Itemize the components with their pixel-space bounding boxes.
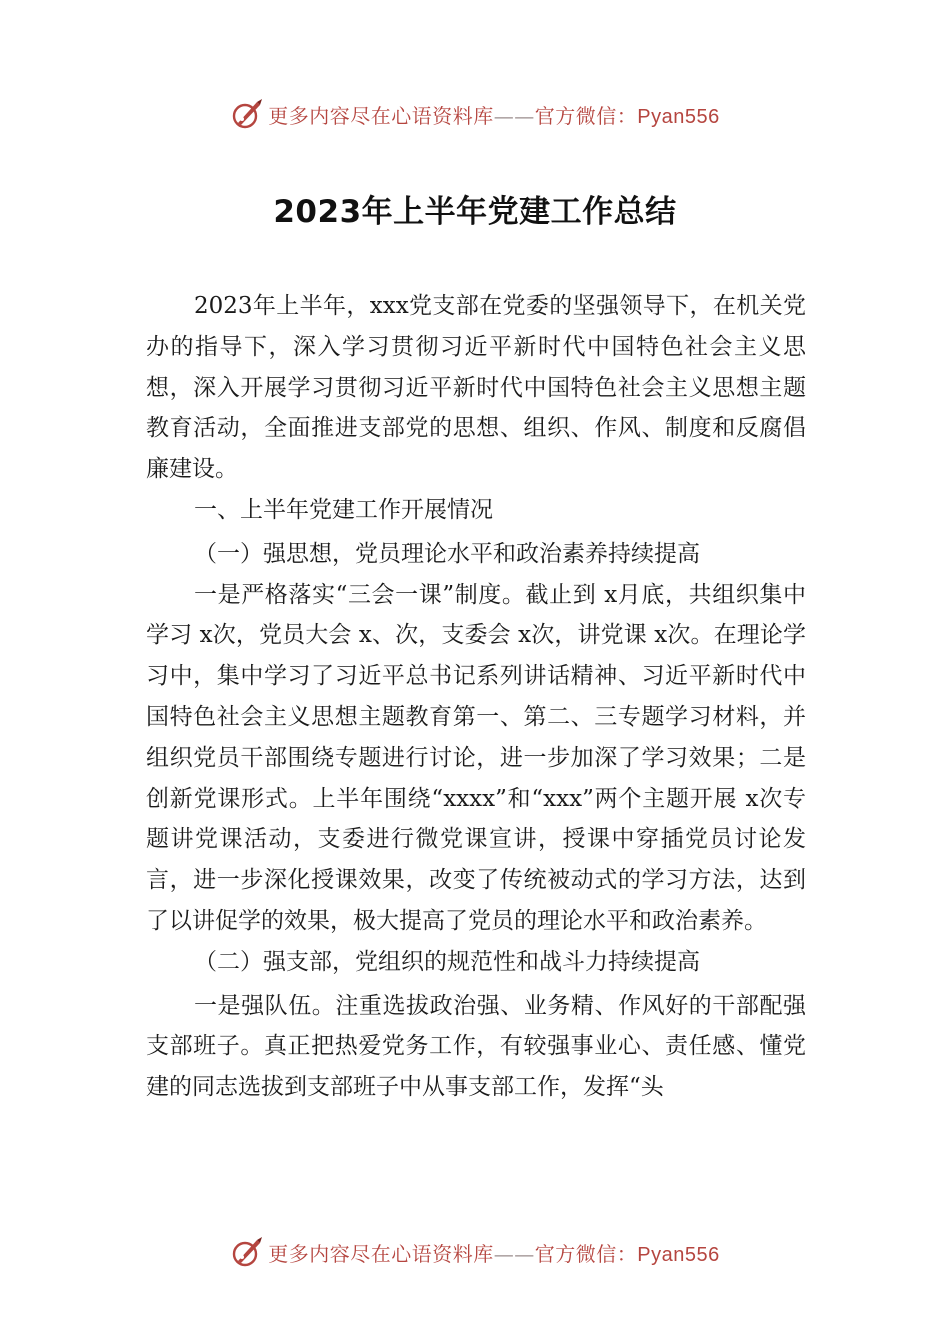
quill-logo-icon — [230, 1235, 264, 1269]
paragraph-team: 一是强队伍。注重选拔政治强、业务精、作风好的干部配强支部班子。真正把热爱党务工作，有较强事业心、责任感、懂党建的同志选拔到支部班子中从事支部工作，发挥“头 — [146, 992, 806, 1101]
paragraph-study: 一是严格落实“三会一课”制度。截止到 x月底，共组织集中学习 x次，党员大会 x、次，支委会 x次，讲党课 x次。在理论学习中，集中学习了习近平总书记系列讲话精神、习近平新时代中国特色社会主义思想主题教育第一、第二、三专题学习材料，并组织党员干部围绕专题进行讨论，进一步加深了学习效果；二是创新党课形式。上半年围绕“xxxx”和“xxx”两个主题开展 x次专题讲党课活动，支委进行微党课宣讲，授课中穿插党员讨论发言，进一步深化授课效果，改变了传统被动式的学习方法，达到了以讲促学的效果，极大提高了党员的理论水平和政治素养。 — [146, 581, 806, 934]
watermark-header — [0, 94, 950, 134]
subsection-heading-2: （二）强支部，党组织的规范性和战斗力持续提高 — [194, 948, 700, 975]
document-body — [146, 286, 806, 1108]
subsection-heading-1: （一）强思想，党员理论水平和政治素养持续提高 — [194, 540, 700, 567]
paragraph-intro: 2023年上半年，xxx党支部在党委的坚强领导下，在机关党办的指导下，深入学习贯彻习近平新时代中国特色社会主义思想，深入开展学习贯彻习近平新时代中国特色社会主义思想主题教育活动，全面推进支部党的思想、组织、作风、制度和反腐倡廉建设。 — [146, 293, 806, 483]
watermark-text: 更多内容尽在心语资料库——官方微信：Pyan556 — [268, 103, 720, 128]
watermark-text: 更多内容尽在心语资料库——官方微信：Pyan556 — [268, 1241, 720, 1266]
quill-logo-icon — [230, 97, 264, 131]
watermark-footer — [0, 1232, 950, 1272]
section-heading: 一、上半年党建工作开展情况 — [194, 496, 493, 523]
document-title: 2023年上半年党建工作总结 — [273, 194, 677, 230]
